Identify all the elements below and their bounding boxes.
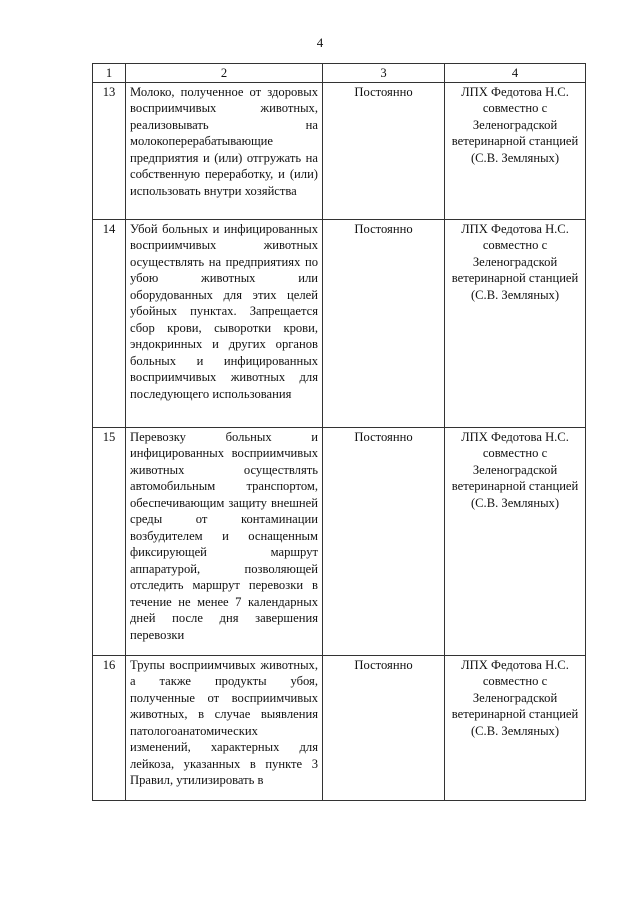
row-number: 16 bbox=[93, 655, 126, 800]
table-row bbox=[93, 427, 586, 655]
row-measure-text: Перевозку больных и инфицированных восприимчивых животных осуществлять автомобильным транспортом, обеспечивающим защиту внешней среды от контаминации возбудителем и оснащенным фиксирующей маршрут аппаратурой, позволяющей отследить маршрут перевозки в течение не менее 7 календарных дней после дня завершения перевозки bbox=[126, 427, 323, 655]
measures-table bbox=[92, 63, 586, 801]
row-term: Постоянно bbox=[323, 219, 445, 427]
row-responsible: ЛПХ Федотова Н.С. совместно с Зеленоградской ветеринарной станцией (С.В. Земляных) bbox=[445, 655, 586, 800]
row-responsible: ЛПХ Федотова Н.С. совместно с Зеленоградской ветеринарной станцией (С.В. Земляных) bbox=[445, 219, 586, 427]
row-measure-text: Трупы восприимчивых животных, а также продукты убоя, полученные от восприимчивых животных, в случае выявления патологоанатомических изменений, характерных для лейкоза, указанных в пункте 3 Правил, утилизировать в bbox=[126, 655, 323, 800]
row-responsible: ЛПХ Федотова Н.С. совместно с Зеленоградской ветеринарной станцией (С.В. Земляных) bbox=[445, 427, 586, 655]
row-term: Постоянно bbox=[323, 427, 445, 655]
row-number: 14 bbox=[93, 219, 126, 427]
row-number: 13 bbox=[93, 82, 126, 219]
row-term: Постоянно bbox=[323, 655, 445, 800]
table-row bbox=[93, 82, 586, 219]
header-col-3: 3 bbox=[323, 64, 445, 83]
page-number: 4 bbox=[316, 35, 324, 50]
row-measure-text: Молоко, полученное от здоровых восприимчивых животных, реализовывать на молокоперерабатывающие предприятия и (или) отгружать на собственную переработку, и (или) использовать внутри хозяйства bbox=[126, 82, 323, 219]
header-col-1: 1 bbox=[93, 64, 126, 83]
table-row bbox=[93, 655, 586, 800]
table-header-row bbox=[93, 64, 586, 83]
row-number: 15 bbox=[93, 427, 126, 655]
header-col-4: 4 bbox=[445, 64, 586, 83]
row-term: Постоянно bbox=[323, 82, 445, 219]
row-measure-text: Убой больных и инфицированных восприимчивых животных осуществлять на предприятиях по убою животных или оборудованных для этих целей убойных пунктах. Запрещается сбор крови, сыворотки крови, эндокринных и других органов больных и инфицированных восприимчивых животных для последующего использования bbox=[126, 219, 323, 427]
table-row bbox=[93, 219, 586, 427]
row-responsible: ЛПХ Федотова Н.С. совместно с Зеленоградской ветеринарной станцией (С.В. Земляных) bbox=[445, 82, 586, 219]
header-col-2: 2 bbox=[126, 64, 323, 83]
